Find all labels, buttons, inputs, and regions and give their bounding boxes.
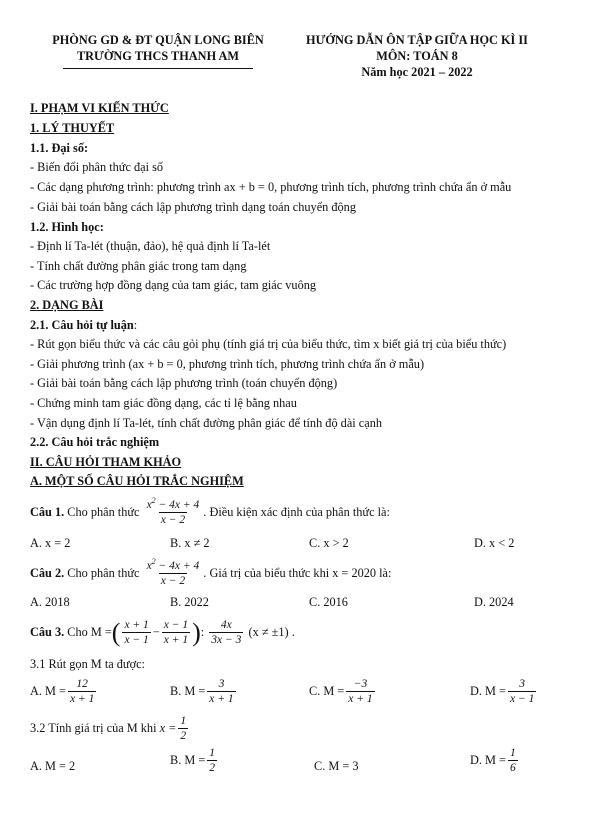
essay-colon: : (133, 318, 138, 332)
answer-option[interactable]: C. M = 3 (314, 759, 359, 773)
answer-option[interactable]: D. M = $\frac{1}{6}$ (470, 747, 516, 775)
fraction-denominator: x − 2 (160, 514, 186, 527)
essay-title: 2.1. Câu hỏi tự luận (30, 318, 134, 332)
answer-option[interactable]: C. 2016 (309, 595, 348, 609)
fraction: $\frac{3}{x + 1}$ (209, 678, 234, 706)
answer-option[interactable]: A. M = $\frac{12}{x + 1}$ (30, 678, 95, 706)
doc-subject: MÔN: TOÁN 8 (376, 49, 458, 63)
answer-option[interactable]: D. x < 2 (474, 536, 515, 550)
question-label: Câu 1. (30, 505, 65, 519)
fraction-denominator: x − 2 (160, 575, 186, 588)
question-label: Câu 3. (30, 625, 65, 639)
question-1 (30, 497, 390, 527)
fraction (209, 619, 243, 647)
fraction-numerator: x − 1 (163, 619, 189, 632)
school-header (40, 32, 276, 69)
fraction-denominator: x − 1 (124, 634, 149, 647)
answer-option[interactable]: A. 2018 (30, 595, 70, 609)
answer-option[interactable]: A. M = 2 (30, 759, 76, 773)
answer-option[interactable]: B. x ≠ 2 (170, 536, 210, 550)
question-2 (30, 558, 391, 588)
operator: : (200, 625, 205, 639)
list-item: - Định lí Ta-lét (thuận, đảo), hệ quả định lí Ta-lét (30, 239, 271, 253)
list-item: - Giải bài toán bằng cách lập phương trình (toán chuyển động) (30, 376, 338, 390)
fraction-denominator: x + 1 (163, 634, 189, 647)
sub-section-title: A. MỘT SỐ CÂU HỎI TRẮC NGHIỆM (30, 474, 244, 488)
algebra-title: 1.1. Đại số: (30, 141, 89, 155)
sub-question: 3.1 Rút gọn M ta được: (30, 657, 145, 671)
school-name: TRƯỜNG THCS THANH AM (76, 49, 240, 63)
doc-title: HƯỚNG DẪN ÔN TẬP GIỮA HỌC KÌ II (306, 33, 528, 47)
fraction (145, 496, 202, 527)
fraction-numerator: x + 1 (124, 619, 149, 632)
question-text: Cho M = (64, 625, 112, 639)
section-title: II. CÂU HỎI THAM KHẢO (30, 455, 182, 469)
fraction-denominator: 3x − 3 (211, 634, 242, 647)
fraction-numerator: $x^2 - 4x + 4$ (146, 557, 200, 573)
list-item: - Tính chất đường phân giác trong tam dạng (30, 259, 247, 273)
question-text: . Điều kiện xác định của phân thức là: (203, 505, 390, 519)
operator: − (152, 625, 160, 639)
fraction: $\frac{-3}{x + 1}$ (348, 678, 373, 706)
fraction (122, 619, 150, 647)
fraction: $\frac{1}{2}$ (180, 715, 187, 743)
section-title: I. PHẠM VI KIẾN THỨC (30, 101, 169, 115)
fraction (145, 557, 202, 588)
answer-option[interactable]: C. x > 2 (309, 536, 349, 550)
header-divider (63, 68, 253, 69)
answer-option[interactable]: B. M = $\frac{1}{2}$ (170, 747, 216, 775)
list-item: - Giải bài toán bằng cách lập phương trình dạng toán chuyển động (30, 200, 356, 214)
answer-option[interactable]: D. M = $\frac{3}{x - 1}$ (470, 678, 535, 706)
list-item: - Vận dụng định lí Ta-lét, tính chất đường phân giác để tính độ dài cạnh (30, 416, 382, 430)
question-text: (x ≠ ±1) . (248, 625, 295, 639)
paren-open: ( (111, 618, 121, 648)
doc-header (295, 32, 539, 80)
fraction-numerator: 4x (220, 619, 232, 632)
question-text: Cho phân thức (64, 505, 140, 519)
forms-title: 2. DẠNG BÀI (30, 298, 104, 312)
department-name: PHÒNG GD & ĐT QUẬN LONG BIÊN (52, 33, 264, 47)
fraction: $\frac{3}{x - 1}$ (509, 678, 535, 706)
question-label: Câu 2. (30, 566, 65, 580)
question-text: . Giá trị của biểu thức khi x = 2020 là: (203, 566, 392, 580)
list-item: - Các trường hợp đồng dạng của tam giác, tam giác vuông (30, 278, 317, 292)
fraction: $\frac{1}{2}$ (209, 747, 216, 775)
fraction: $\frac{12}{x + 1}$ (69, 678, 95, 706)
doc-school-year: Năm học 2021 – 2022 (361, 65, 473, 79)
answer-option[interactable]: A. x = 2 (30, 536, 71, 550)
list-item: - Các dạng phương trình: phương trình ax + b = 0, phương trình tích, phương trình chứa ẩn ở mẫu (30, 180, 512, 194)
essay-title-line (30, 318, 137, 333)
fraction-numerator: $x^2 - 4x + 4$ (146, 496, 200, 512)
answer-option[interactable]: C. M = $\frac{-3}{x + 1}$ (309, 678, 373, 706)
paren-close: ) (192, 618, 201, 648)
list-item: - Giải phương trình (ax + b = 0, phương trình tích, phương trình chứa ẩn ở mẫu) (30, 357, 425, 371)
answer-option[interactable]: B. M = $\frac{3}{x + 1}$ (170, 678, 234, 706)
mcq-title: 2.2. Câu hỏi trắc nghiệm (30, 435, 160, 449)
list-item: - Chứng minh tam giác đồng dạng, các tỉ lệ bằng nhau (30, 396, 297, 410)
question-3 (30, 615, 295, 649)
list-item: - Rút gọn biểu thức và các câu gỏi phụ (tính giá trị của biểu thức, tìm x biết giá trị của biểu thức) (30, 337, 507, 351)
list-item: - Biến đổi phân thức đại số (30, 160, 164, 174)
geometry-title: 1.2. Hình học: (30, 220, 104, 234)
sub-question: 3.2 Tính giá trị của M khi x = $\frac{1}{2}$ (30, 715, 187, 743)
question-text: Cho phân thức (64, 566, 140, 580)
fraction (162, 619, 190, 647)
theory-title: 1. LÝ THUYẾT (30, 121, 115, 135)
answer-option[interactable]: D. 2024 (474, 595, 514, 609)
answer-option[interactable]: B. 2022 (170, 595, 209, 609)
fraction: $\frac{1}{6}$ (509, 747, 516, 775)
